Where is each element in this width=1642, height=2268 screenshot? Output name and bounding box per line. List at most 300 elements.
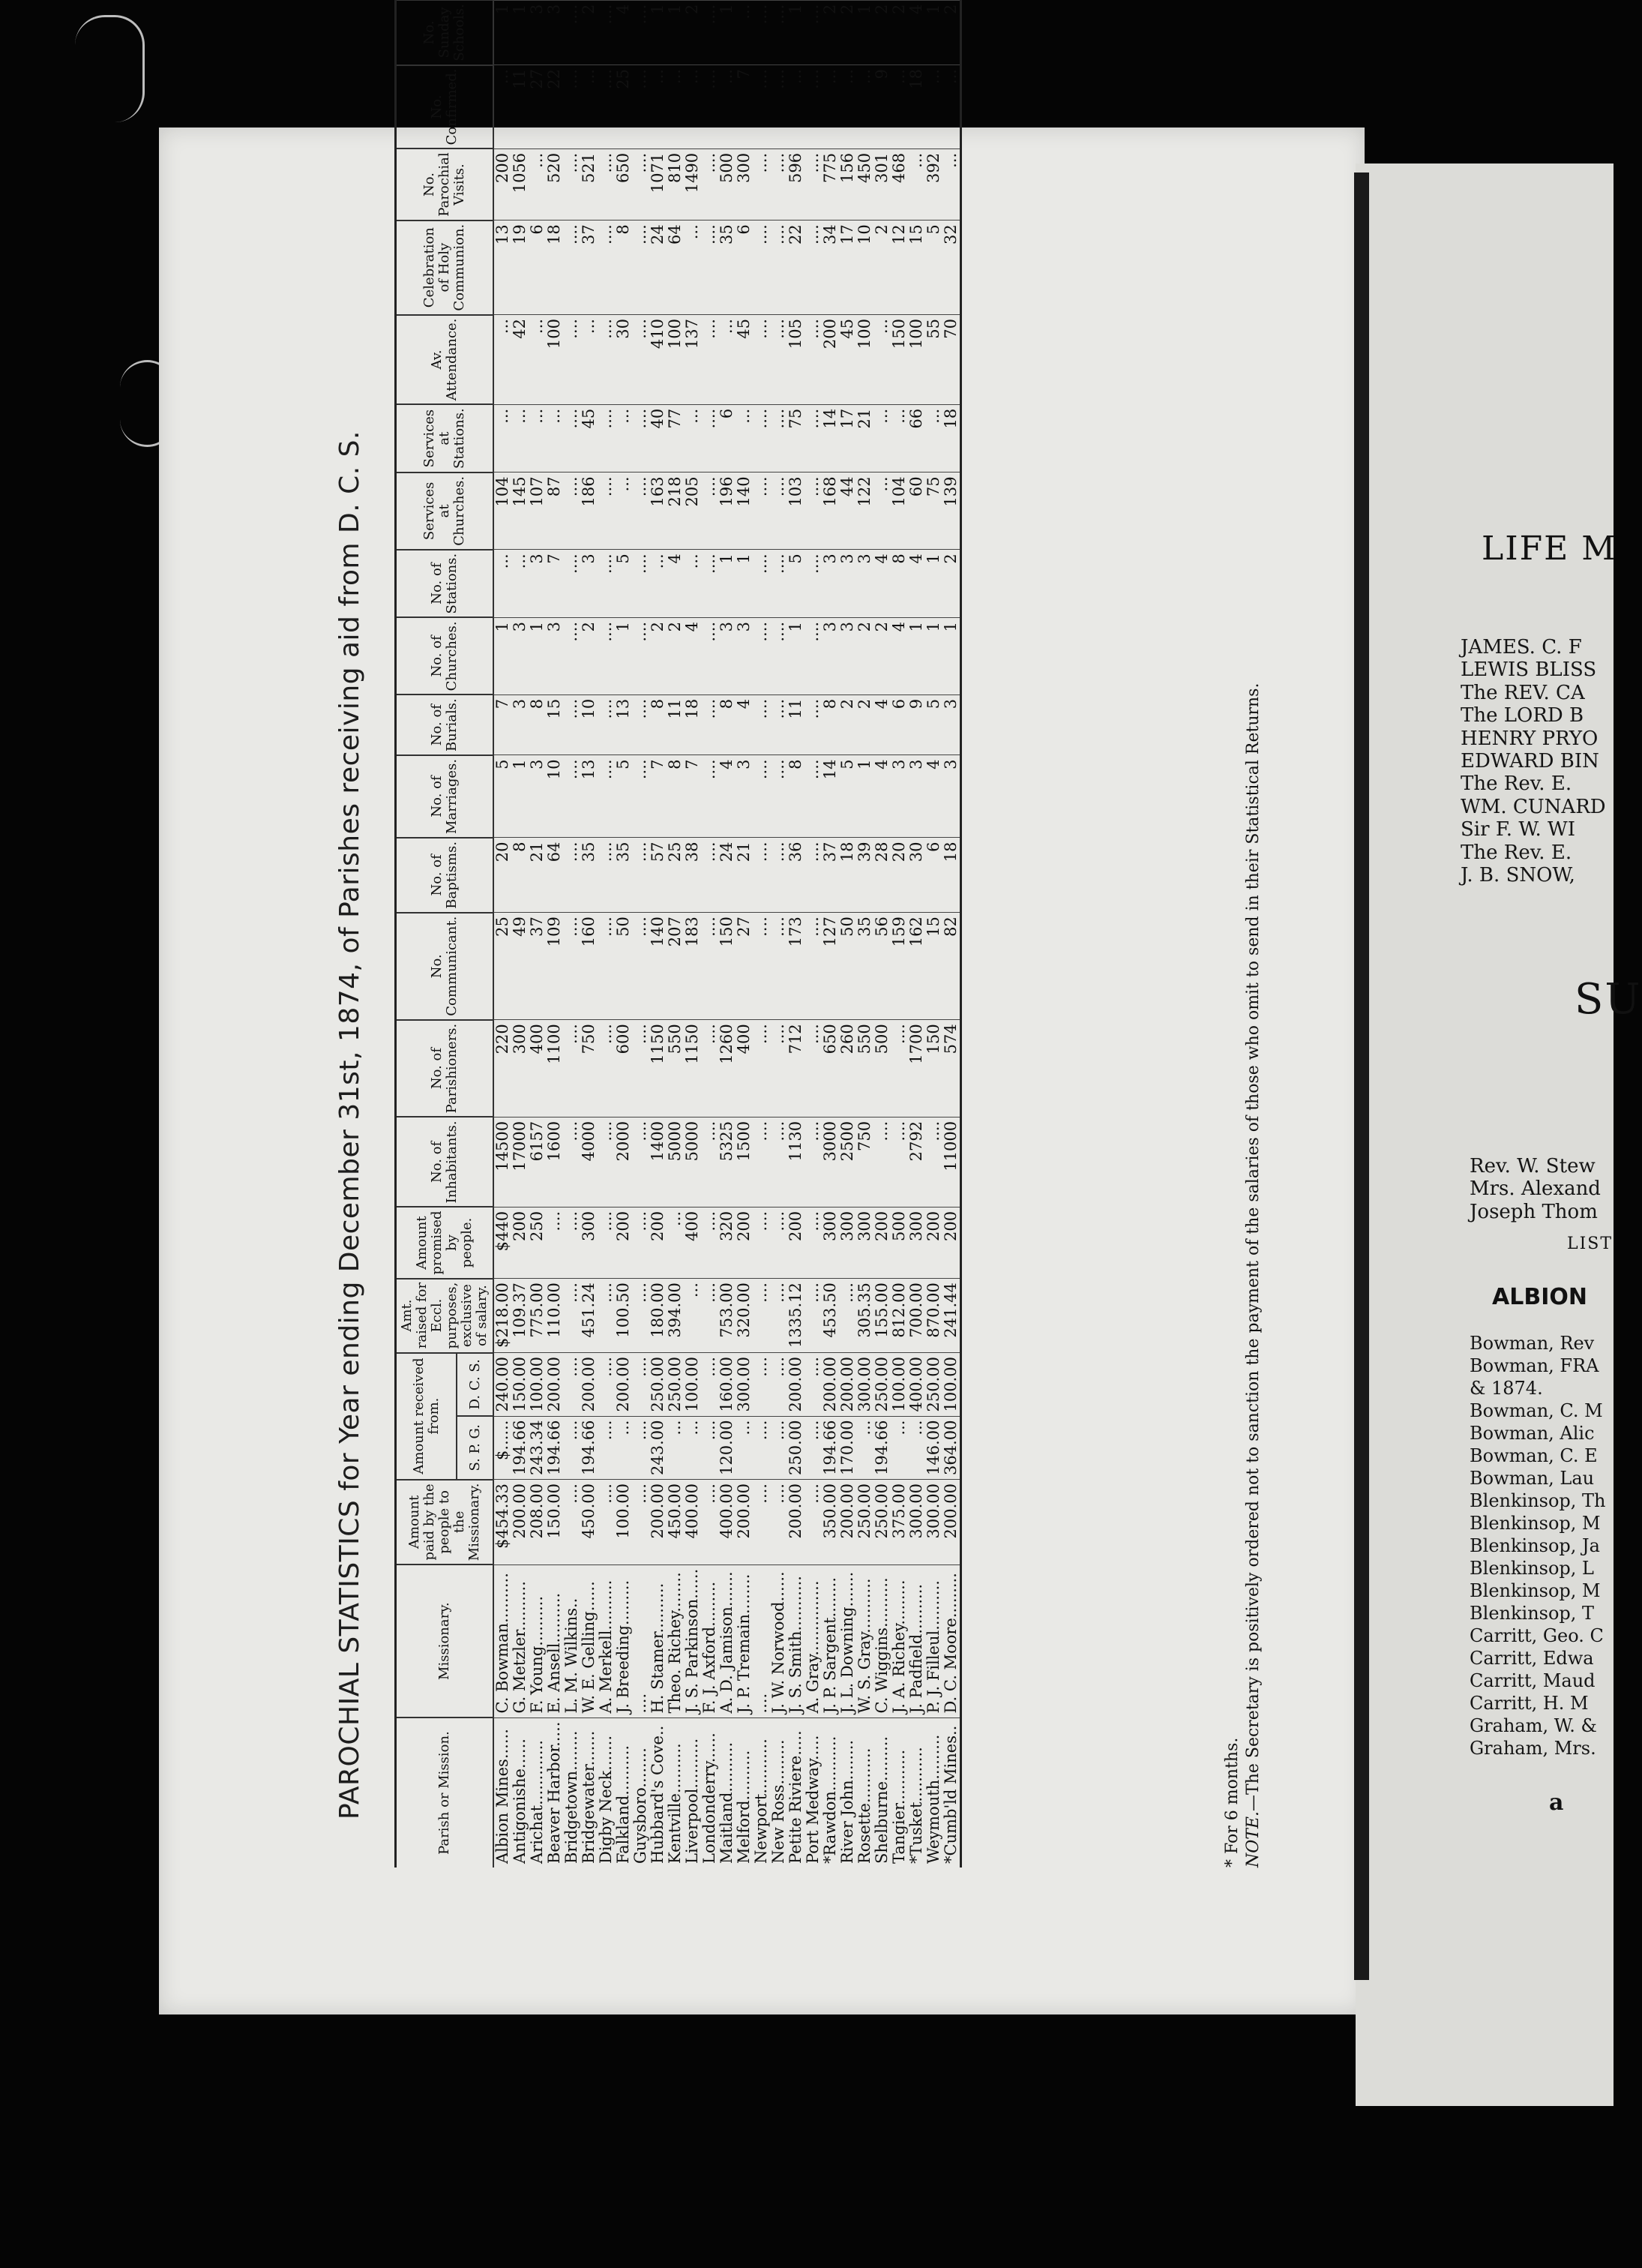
table-cell: 392 <box>925 148 942 220</box>
table-cell: .... <box>598 65 615 149</box>
table-cell: 170.00 <box>839 1416 856 1479</box>
subscriber-name-item: & 1874. <box>1470 1378 1543 1399</box>
table-cell: 3 <box>891 755 908 838</box>
table-cell: 22 <box>546 65 563 149</box>
table-cell: .... <box>632 404 649 472</box>
table-cell: 300 <box>580 1207 598 1278</box>
table-cell: 11 <box>667 694 684 755</box>
statistics-body <box>493 0 961 1868</box>
table-cell: 27 <box>736 913 753 1020</box>
table-cell: 5 <box>839 755 856 838</box>
table-cell: ... <box>684 1416 701 1479</box>
table-cell: 1 <box>511 0 529 64</box>
table-row <box>736 0 753 1868</box>
table-cell: ... <box>839 65 856 149</box>
table-cell: 3000 <box>822 1117 839 1207</box>
table-cell: 200 <box>736 1207 753 1278</box>
col-spg: S. P. G. <box>457 1416 493 1479</box>
table-cell: .... <box>805 1480 822 1565</box>
table-cell: .... <box>753 1207 770 1278</box>
table-cell: .... <box>598 755 615 838</box>
table-row <box>563 0 580 1868</box>
table-cell: 250.00 <box>856 1480 873 1565</box>
table-cell: .... <box>632 755 649 838</box>
table-cell: 20 <box>493 838 511 913</box>
table-cell: 2 <box>839 0 856 64</box>
table-cell: 1 <box>856 0 873 64</box>
table-cell: 8 <box>667 755 684 838</box>
table-cell: 3 <box>718 617 736 694</box>
table-cell: 145 <box>511 472 529 550</box>
table-cell: 1 <box>529 617 546 694</box>
table-cell: Beaver Harbor..... <box>546 1718 563 1868</box>
binder-wire <box>75 15 145 122</box>
table-cell: 450.00 <box>580 1480 598 1565</box>
table-cell: 5 <box>787 550 805 618</box>
col-sunday-schools: No. Sunday Schools. <box>396 0 494 64</box>
table-cell: ... <box>925 65 942 149</box>
table-cell: 6 <box>891 694 908 755</box>
table-cell: 194.66 <box>546 1416 563 1479</box>
life-member-item: The Rev. E. <box>1461 841 1572 864</box>
table-cell: 20 <box>891 838 908 913</box>
statistics-table <box>394 0 962 1868</box>
table-cell: 300 <box>839 1207 856 1278</box>
table-row <box>667 0 684 1868</box>
table-cell: .... <box>805 1117 822 1207</box>
table-cell: P. J. Filleul.......... <box>925 1564 942 1718</box>
table-cell: E. Ansell.......... <box>546 1564 563 1718</box>
table-cell: 14 <box>822 404 839 472</box>
right-page <box>1356 164 1614 2106</box>
table-cell: 2 <box>580 617 598 694</box>
table-cell: 150 <box>925 1020 942 1118</box>
table-cell: ... <box>684 1279 701 1353</box>
table-cell: 550 <box>667 1020 684 1118</box>
table-cell: 2 <box>942 0 961 64</box>
table-cell: 186 <box>580 472 598 550</box>
table-cell: 3 <box>822 550 839 618</box>
table-cell: 394.00 <box>667 1279 684 1353</box>
table-cell: 1130 <box>787 1117 805 1207</box>
life-member-item: WM. CUNARD <box>1461 795 1606 818</box>
table-cell: ... <box>787 65 805 149</box>
life-members-list <box>1461 636 1606 886</box>
table-cell: 574 <box>942 1020 961 1118</box>
table-cell: .... <box>563 220 580 315</box>
table-cell: 64 <box>667 220 684 315</box>
table-cell: 220 <box>493 1020 511 1118</box>
col-burials: No. of Burials. <box>396 694 494 755</box>
table-cell: .... <box>563 65 580 149</box>
table-cell: 100 <box>908 315 925 405</box>
table-cell: .... <box>598 1279 615 1353</box>
table-cell: ... <box>736 0 753 64</box>
table-cell: 4 <box>908 0 925 64</box>
table-cell: 200 <box>873 1207 891 1278</box>
table-cell: 194.66 <box>511 1416 529 1479</box>
table-row <box>511 0 529 1868</box>
table-cell: 5 <box>615 755 632 838</box>
table-cell: ... <box>580 65 598 149</box>
table-cell: .... <box>770 838 787 913</box>
table-cell: .... <box>563 0 580 64</box>
table-cell: 4000 <box>580 1117 598 1207</box>
col-missionary: Missionary. <box>396 1564 494 1718</box>
table-cell: 160 <box>580 913 598 1020</box>
table-cell: $...... <box>493 1416 511 1479</box>
table-cell: 50 <box>615 913 632 1020</box>
table-cell: 4 <box>873 694 891 755</box>
table-cell: 35 <box>718 220 736 315</box>
table-cell: 410 <box>649 315 667 405</box>
table-cell: .... <box>753 148 770 220</box>
table-cell: .... <box>563 1353 580 1416</box>
table-cell: 1 <box>942 617 961 694</box>
section-heading: ALBION <box>1492 1284 1587 1310</box>
table-cell: .... <box>805 913 822 1020</box>
table-cell: .... <box>598 0 615 64</box>
table-cell: .... <box>563 694 580 755</box>
table-cell: Bridgewater....... <box>580 1718 598 1868</box>
table-cell: 2 <box>873 617 891 694</box>
table-cell: ... <box>908 148 925 220</box>
table-cell: 1 <box>856 755 873 838</box>
table-cell: .... <box>598 838 615 913</box>
table-cell: 122 <box>856 472 873 550</box>
table-cell: .... <box>701 404 718 472</box>
table-cell: 100.00 <box>615 1480 632 1565</box>
table-cell: 2 <box>684 0 701 64</box>
table-cell: 250.00 <box>925 1353 942 1416</box>
table-cell: .... <box>632 1480 649 1565</box>
footnote: * For 6 months. <box>1223 1737 1242 1868</box>
table-cell: ... <box>684 404 701 472</box>
table-cell: 13 <box>580 755 598 838</box>
table-cell: .... <box>632 1279 649 1353</box>
table-cell: .... <box>805 1279 822 1353</box>
table-cell: 3 <box>529 550 546 618</box>
subscriber-name-item: Bowman, FRA <box>1470 1355 1599 1376</box>
life-member-item: The REV. CA <box>1461 681 1585 704</box>
table-cell: ... <box>891 65 908 149</box>
table-cell: New Ross......... <box>770 1718 787 1868</box>
table-row <box>891 0 908 1868</box>
table-cell: 3 <box>942 694 961 755</box>
table-cell: 750 <box>856 1117 873 1207</box>
table-cell: $218.00 <box>493 1279 511 1353</box>
table-cell: 870.00 <box>925 1279 942 1353</box>
subscriber-name-item: Blenkinsop, M <box>1470 1513 1601 1534</box>
table-cell: .... <box>701 617 718 694</box>
subscriber-name-item: Bowman, C. E <box>1470 1445 1598 1466</box>
table-cell: 2 <box>667 617 684 694</box>
table-cell: .... <box>632 913 649 1020</box>
subscriber-name-item: Bowman, C. M <box>1470 1400 1603 1421</box>
table-cell: 4 <box>891 617 908 694</box>
table-row <box>805 0 822 1868</box>
table-cell: 712 <box>787 1020 805 1118</box>
life-member-item: J. B. SNOW, <box>1461 864 1575 887</box>
table-cell: H. Stamer.......... <box>649 1564 667 1718</box>
table-cell: 2 <box>649 617 667 694</box>
table-cell: Hubbard's Cove.. <box>649 1718 667 1868</box>
table-cell: J. Padfield.......... <box>908 1564 925 1718</box>
table-row <box>580 0 598 1868</box>
table-cell: .... <box>598 1207 615 1278</box>
table-cell: .... <box>839 1279 856 1353</box>
table-cell: .... <box>753 755 770 838</box>
table-cell: 25 <box>615 65 632 149</box>
table-cell: 250.00 <box>873 1480 891 1565</box>
table-cell: 103 <box>787 472 805 550</box>
table-cell: 250.00 <box>787 1416 805 1479</box>
table-cell: 19 <box>511 220 529 315</box>
table-cell: 8 <box>718 694 736 755</box>
table-cell: 200 <box>649 1207 667 1278</box>
table-cell: .... <box>805 404 822 472</box>
table-cell: 300.00 <box>736 1353 753 1416</box>
table-cell: .... <box>598 617 615 694</box>
table-cell: 200.00 <box>787 1480 805 1565</box>
table-cell: 11 <box>787 694 805 755</box>
table-cell: ... <box>684 65 701 149</box>
table-cell: .... <box>805 220 822 315</box>
table-cell: .... <box>563 148 580 220</box>
table-cell: 10 <box>546 755 563 838</box>
table-cell: .... <box>770 1020 787 1118</box>
table-cell: 300.00 <box>925 1480 942 1565</box>
table-cell: 500 <box>718 148 736 220</box>
table-cell: 70 <box>942 315 961 405</box>
table-cell: .... <box>563 472 580 550</box>
table-cell: 75 <box>787 404 805 472</box>
table-row <box>787 0 805 1868</box>
table-cell: .... <box>753 1117 770 1207</box>
table-cell: 8 <box>822 694 839 755</box>
table-cell: 300 <box>822 1207 839 1278</box>
table-cell: 5 <box>925 694 942 755</box>
table-cell: .... <box>632 1416 649 1479</box>
table-cell: 110.00 <box>546 1279 563 1353</box>
table-cell: 1335.12 <box>787 1279 805 1353</box>
table-cell: .... <box>753 550 770 618</box>
table-cell: 17000 <box>511 1117 529 1207</box>
table-cell: .... <box>598 148 615 220</box>
table-cell: ... <box>511 404 529 472</box>
table-cell: 1 <box>925 550 942 618</box>
table-cell: 75 <box>925 472 942 550</box>
col-parochial-visits: No. Parochial Visits. <box>396 148 494 220</box>
table-cell: .... <box>770 755 787 838</box>
table-cell: 1490 <box>684 148 701 220</box>
table-cell: 300 <box>908 1207 925 1278</box>
table-cell: 250 <box>529 1207 546 1278</box>
table-cell: 650 <box>822 1020 839 1118</box>
footnotes <box>1222 398 1264 1868</box>
subscriber-name-item: Bowman, Rev <box>1470 1333 1595 1354</box>
table-cell: Rosette........... <box>856 1718 873 1868</box>
table-cell: .... <box>753 694 770 755</box>
table-cell: 3 <box>908 755 925 838</box>
table-cell: 35 <box>580 838 598 913</box>
table-cell: Falkland.......... <box>615 1718 632 1868</box>
table-cell: .... <box>598 550 615 618</box>
table-cell: ... <box>856 1416 873 1479</box>
table-cell: 205 <box>684 472 701 550</box>
table-cell: 200.00 <box>546 1353 563 1416</box>
list-label: LIST <box>1567 1234 1614 1253</box>
table-cell: 30 <box>615 315 632 405</box>
table-cell: 2792 <box>908 1117 925 1207</box>
table-cell: ... <box>529 404 546 472</box>
table-cell: ... <box>615 404 632 472</box>
table-cell: .... <box>563 1020 580 1118</box>
table-cell: .... <box>770 550 787 618</box>
table-cell: .... <box>632 838 649 913</box>
table-cell: 1500 <box>736 1117 753 1207</box>
table-cell: 3 <box>736 617 753 694</box>
table-cell: 364.00 <box>942 1416 961 1479</box>
table-cell: .... <box>701 1353 718 1416</box>
table-cell: 100 <box>856 315 873 405</box>
table-cell: Albion Mines...... <box>493 1718 511 1868</box>
table-cell: 40 <box>649 404 667 472</box>
table-cell: 3 <box>546 0 563 64</box>
table-cell: ... <box>925 404 942 472</box>
table-cell: .... <box>701 220 718 315</box>
table-row <box>632 0 649 1868</box>
table-cell: 18 <box>684 694 701 755</box>
table-cell: 1400 <box>649 1117 667 1207</box>
table-cell: .... <box>598 1416 615 1479</box>
life-member-item: JAMES. C. F <box>1461 636 1582 658</box>
table-cell: .... <box>770 220 787 315</box>
table-cell: 400.00 <box>718 1480 736 1565</box>
table-cell: 5 <box>615 550 632 618</box>
table-cell: .... <box>805 617 822 694</box>
table-cell: .... <box>753 838 770 913</box>
table-cell: 2 <box>942 550 961 618</box>
table-row <box>598 0 615 1868</box>
table-cell: 38 <box>684 838 701 913</box>
table-cell: .... <box>770 1480 787 1565</box>
table-cell: 2 <box>856 694 873 755</box>
table-cell: .... <box>770 1207 787 1278</box>
table-cell: ... <box>667 1207 684 1278</box>
table-cell: 100.50 <box>615 1279 632 1353</box>
table-cell: .... <box>632 694 649 755</box>
table-cell: 8 <box>529 694 546 755</box>
subscriber-name-item: Graham, W. & <box>1470 1715 1597 1736</box>
table-cell: .... <box>925 1117 942 1207</box>
table-cell: 350.00 <box>822 1480 839 1565</box>
table-cell: 3 <box>856 550 873 618</box>
table-cell: .... <box>770 0 787 64</box>
subscriber-name-item: Bowman, Lau <box>1470 1468 1595 1489</box>
table-cell: Bridgetown........ <box>563 1718 580 1868</box>
table-cell: 200.00 <box>511 1480 529 1565</box>
table-cell: .... <box>805 1353 822 1416</box>
table-cell: 25 <box>493 913 511 1020</box>
table-cell: 183 <box>684 913 701 1020</box>
table-cell: J. W. Norwood...... <box>770 1564 787 1718</box>
table-cell: .... <box>598 404 615 472</box>
subscriber-name-item: Blenkinsop, M <box>1470 1580 1601 1601</box>
table-cell: 1 <box>718 550 736 618</box>
subscribers-list <box>1470 1155 1601 1223</box>
right-heading-2: SU <box>1575 975 1642 1024</box>
table-row <box>701 0 718 1868</box>
table-cell: 45 <box>580 404 598 472</box>
table-cell: 2 <box>873 220 891 315</box>
table-cell: .... <box>753 1480 770 1565</box>
table-cell: 2 <box>891 0 908 64</box>
table-cell: 60 <box>908 472 925 550</box>
table-cell: .... <box>598 694 615 755</box>
table-cell: 3 <box>511 694 529 755</box>
table-cell: $454.33 <box>493 1480 511 1565</box>
table-cell: 250.00 <box>873 1353 891 1416</box>
table-cell: .... <box>598 1020 615 1118</box>
table-cell: 300 <box>511 1020 529 1118</box>
table-cell: C. Wiggins.......... <box>873 1564 891 1718</box>
table-cell: 200 <box>493 148 511 220</box>
life-member-item: The Rev. E. <box>1461 772 1572 796</box>
table-cell: 7 <box>493 694 511 755</box>
table-cell: W. E. Gelling...... <box>580 1564 598 1718</box>
table-row <box>546 0 563 1868</box>
table-cell: 600 <box>615 1020 632 1118</box>
table-cell: 146.00 <box>925 1416 942 1479</box>
table-cell: 2000 <box>615 1117 632 1207</box>
table-cell: 25 <box>667 838 684 913</box>
table-cell: 56 <box>873 913 891 1020</box>
table-cell: .... <box>563 550 580 618</box>
table-cell: 150 <box>891 315 908 405</box>
table-cell: 13 <box>615 694 632 755</box>
table-cell: J. P. Sargent........ <box>822 1564 839 1718</box>
table-cell: ... <box>856 65 873 149</box>
col-av-attendance: Av. Attendance. <box>396 315 494 405</box>
table-cell: .... <box>753 913 770 1020</box>
table-cell: ... <box>908 1416 925 1479</box>
table-cell: 10 <box>856 220 873 315</box>
table-cell: ... <box>649 65 667 149</box>
table-cell: 1 <box>718 0 736 64</box>
table-cell: *Tusket........... <box>908 1718 925 1868</box>
table-cell: 66 <box>908 404 925 472</box>
table-cell: 32 <box>942 220 961 315</box>
table-cell: F. Young.......... <box>529 1564 546 1718</box>
table-cell: 520 <box>546 148 563 220</box>
table-cell: *Cumb'ld Mines.. <box>942 1718 961 1868</box>
table-cell: .... <box>701 755 718 838</box>
table-cell: 24 <box>718 838 736 913</box>
table-cell: 77 <box>667 404 684 472</box>
table-cell: 400 <box>736 1020 753 1118</box>
subscriber-name-item: Carritt, Edwa <box>1470 1648 1594 1669</box>
table-cell: .... <box>805 755 822 838</box>
table-cell: *Rawdon........... <box>822 1718 839 1868</box>
note-text: —The Secretary is positively ordered not to sanction the payment of the salaries of those who omit to send in their Statistical Returns. <box>1244 682 1263 1811</box>
table-cell: 140 <box>649 913 667 1020</box>
table-cell: ... <box>684 550 701 618</box>
table-cell: 4 <box>684 617 701 694</box>
table-row <box>822 0 839 1868</box>
page-gutter <box>1354 172 1369 1980</box>
table-cell: 127 <box>822 913 839 1020</box>
